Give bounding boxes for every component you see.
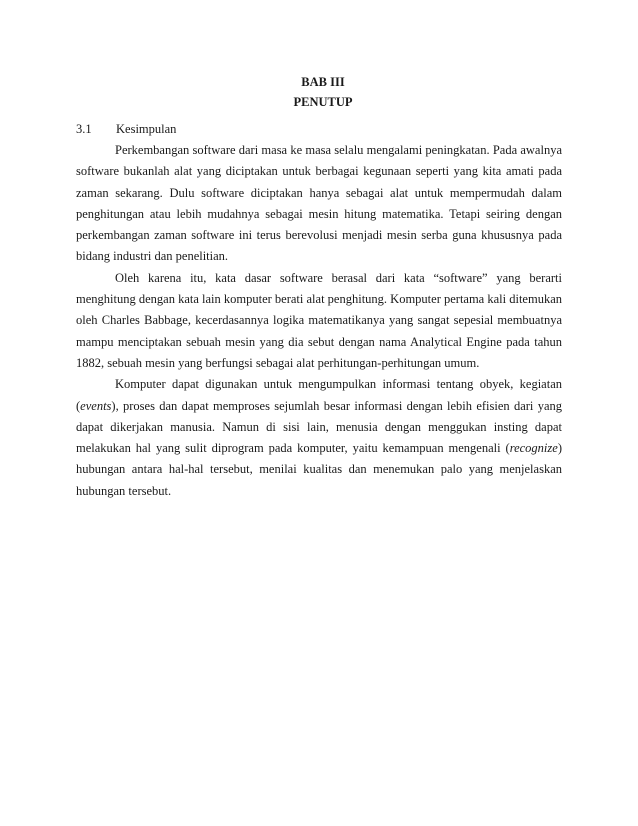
paragraph-text: ), proses dan dapat memproses sejumlah besar informasi dengan lebih efisien dari yang dapat dikerjakan manusia. Namun di sisi lain, menusia dengan menggukan insting dapat melakukan hal yang sulit diprogram pada komputer, yaitu kemampuan mengenali ( (76, 398, 562, 456)
italic-term: recognize (509, 441, 558, 456)
paragraph (76, 140, 562, 268)
paragraph-text: Perkembangan software dari masa ke masa selalu mengalami peningkatan. Pada awalnya software bukanlah alat yang diciptakan untuk berbagai kegunaan seperti yang kita amati pada zaman sekarang. Dulu software diciptakan hanya sebagai alat untuk mempermudah dalam penghitungan atau lebih mudahnya sebagai mesin hitung matematika. Tetapi seiring dengan perkembangan zaman software ini terus berevolusi menjadi mesin serba guna khususnya pada bidang industri dan penelitian. (76, 143, 562, 264)
body-text (76, 140, 562, 502)
section-title: Kesimpulan (116, 122, 177, 136)
paragraph-text: Komputer dapat digunakan untuk mengumpulkan informasi tentang obyek, kegiatan ( (76, 377, 562, 413)
paragraph-text: Oleh karena itu, kata dasar software berasal dari kata “software” yang berarti menghitung dengan kata lain komputer berati alat penghitung. Komputer pertama kali ditemukan oleh Charles Babbage, kecerdasannya logika matematikanya yang sangat sepesial membuatnya mampu menciptakan sebuah mesin yang dia sebut dengan nama Analytical Engine pada tahun 1882, sebuah mesin yang berfungsi sebagai alat perhitungan-perhitungan umum. (76, 270, 562, 370)
italic-term: events (80, 398, 112, 413)
chapter-title: PENUTUP (293, 95, 353, 109)
section-heading (76, 121, 176, 137)
chapter-label: BAB III (301, 75, 345, 89)
paragraph (76, 374, 562, 502)
paragraph-text: ) hubungan antara hal-hal tersebut, menilai kualitas dan menemukan palo yang menjelaskan hubungan tersebut. (76, 441, 562, 498)
section-number: 3.1 (76, 122, 92, 136)
paragraph (76, 268, 562, 374)
